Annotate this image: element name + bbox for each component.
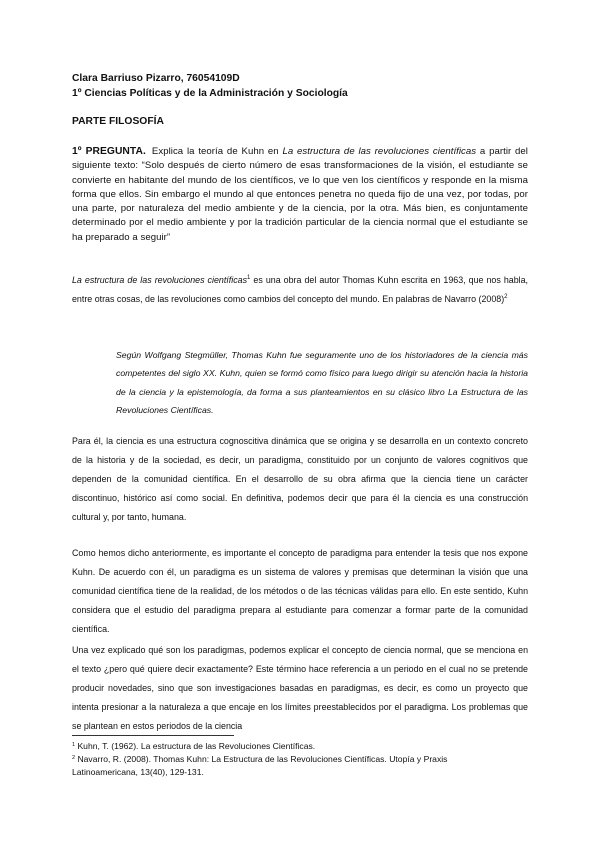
footnote-mark: 2 <box>72 754 76 761</box>
footnote-text: Navarro, R. (2008). Thomas Kuhn: La Estructura de las Revoluciones Científicas. Utopía y Praxis Latinoamericana, 13(40), 129-131. <box>72 753 448 777</box>
author-header <box>72 71 348 101</box>
question-text: a partir del siguiente texto: “Solo después de cierto número de esas transformaciones de la visión, el estudiante se convierte en habitante del mundo de los científicos, ve lo que ven los científicos y responde en la misma forma que ellos. Sin embargo el mundo al que entonces penetra no queda fijo de una vez, por todas, por una parte, por naturaleza del medio ambiente y de la ciencia, por la otra. Más bien, es conjuntamente determinado por el medio ambiente y por la tradición particular de la ciencia normal que el estudiante se ha preparado a seguir” <box>72 146 528 243</box>
question-label: 1º PREGUNTA. <box>72 146 146 157</box>
course-line: 1º Ciencias Políticas y de la Administración y Sociología <box>72 88 348 99</box>
paragraph-normal-science: Una vez explicado qué son los paradigmas, podemos explicar el concepto de ciencia normal, que se menciona en el texto ¿pero qué quiere decir exactamente? Este término hace referencia a un periodo en el cual no se pretende producir novedades, sino que son investigaciones basadas en paradigmas, es decir, es como un proyecto que intenta presionar a la naturaleza a que encaje en los límites preestablecidos por el paradigma. Los problemas que se plantean en estos periodos de la ciencia <box>72 645 528 732</box>
section-title: PARTE FILOSOFÍA <box>72 116 164 127</box>
footnotes <box>72 740 492 778</box>
paragraph-paradigm: Como hemos dicho anteriormente, es importante el concepto de paradigma para entender la tesis que nos expone Kuhn. De acuerdo con él, un paradigma es un sistema de valores y premisas que determinan la visión que una comunidad científica tiene de la realidad, de los métodos o de las técnicas válidas para ello. En este sentido, Kuhn considera que el estudio del paradigma prepara al estudiante para comenzar a formar parte de la comunidad científica. <box>72 548 528 635</box>
footnote-mark: 1 <box>72 742 76 748</box>
footnote-ref-1: 1 <box>247 275 251 281</box>
paragraph-science: Para él, la ciencia es una estructura cognoscitiva dinámica que se origina y se desarrolla en un contexto concreto de la historia y de la sociedad, es decir, un paradigma, constituido por un conjunto de valores cognitivos que dependen de la comunidad científica. En el desarrollo de su obra afirma que la ciencia tiene un carácter discontinuo, histórico así como social. En definitiva, podemos decir que para él la ciencia es una construcción cultural y, por tanto, humana. <box>72 436 528 523</box>
question-intro: Explica la teoría de Kuhn en <box>151 146 283 157</box>
paragraph-intro <box>72 271 528 309</box>
footnote-2 <box>72 753 492 779</box>
question-paragraph <box>72 145 528 245</box>
paragraph-intro-text: es una obra del autor Thomas Kuhn escrita en 1963, que nos habla, entre otras cosas, de las revoluciones como cambios del concepto del mundo. En palabras de Navarro (2008) <box>72 275 529 305</box>
author-name-line: Clara Barriuso Pizarro, 76054109D <box>72 73 240 84</box>
paragraph-book-title: La estructura de las revoluciones científicas <box>72 275 248 285</box>
block-quote: Según Wolfgang Stegmüller, Thomas Kuhn fue seguramente uno de los historiadores de la ciencia más competentes del siglo XX. Kuhn, quien se formó como físico para luego dirigir su atención hacia la historia de la ciencia y la epistemología, da forma a sus planteamientos en su clásico libro La Estructura de las Revoluciones Científicas. <box>116 350 528 415</box>
footnote-divider <box>72 735 234 736</box>
footnote-1 <box>72 740 492 753</box>
footnote-text: Kuhn, T. (1962). La estructura de las Revoluciones Científicas. <box>75 741 316 751</box>
footnote-ref-2: 2 <box>504 294 508 301</box>
question-book-title: La estructura de las revoluciones científicas <box>282 146 477 157</box>
